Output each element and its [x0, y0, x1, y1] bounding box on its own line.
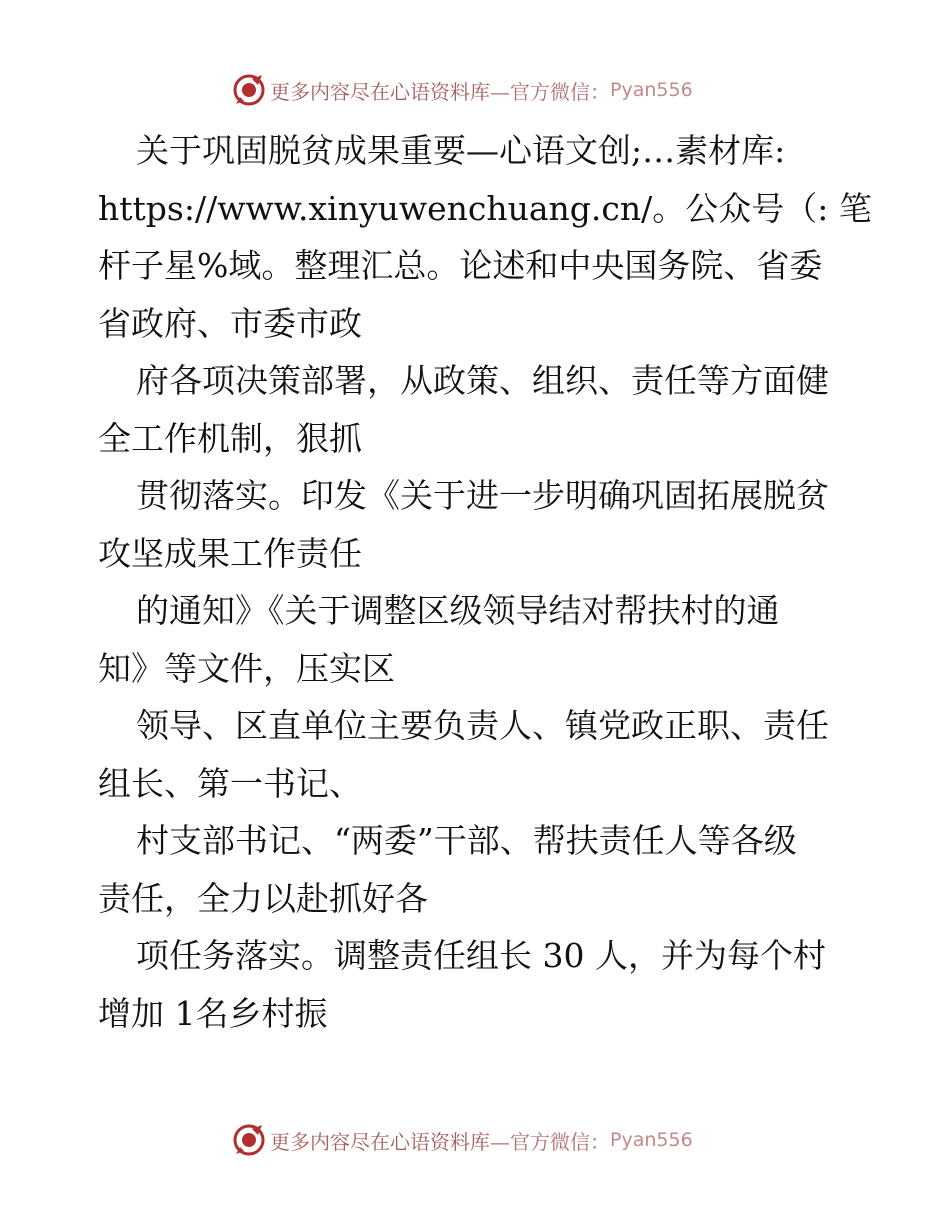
banner-text-id: Pyan556: [610, 79, 693, 101]
text-line: 增加 1名乡村振: [98, 993, 328, 1033]
text-line: https://www.xinyuwenchuang.cn/。公众号（: 笔: [98, 188, 872, 228]
text-line: 府各项决策部署，从政策、组织、责任等方面健: [136, 361, 829, 400]
footer-banner: [232, 1120, 693, 1160]
text-line: 关于巩固脱贫成果重要—心语文创;…素材库:: [136, 131, 786, 170]
text-line: 全工作机制，狠抓: [98, 418, 362, 458]
text-line: 省政府、市委市政: [98, 303, 362, 343]
text-line: 组长、第一书记、: [98, 763, 362, 803]
text-line: 杆子星%域。整理汇总。论述和中央国务院、省委: [98, 246, 823, 285]
xinyu-logo-icon: [232, 73, 266, 107]
banner-text-main: 更多内容尽在心语资料库: [270, 79, 490, 104]
banner-text-wechat: —官方微信：: [490, 79, 610, 104]
text-line: 领导、区直单位主要负责人、镇党政正职、责任: [136, 706, 829, 745]
text-line: 知》等文件，压实区: [98, 648, 395, 688]
xinyu-logo-icon: [232, 1123, 266, 1157]
text-line: 的通知》《关于调整区级领导结对帮扶村的通: [136, 591, 780, 630]
text-line: 责任，全力以赴抓好各: [98, 878, 428, 918]
text-line: 攻坚成果工作责任: [98, 533, 362, 573]
header-banner: [232, 70, 693, 110]
text-line: 村支部书记、“两委”干部、帮扶责任人等各级: [136, 821, 797, 860]
banner-text-main: 更多内容尽在心语资料库: [270, 1129, 490, 1154]
text-line: 贯彻落实。印发《关于进一步明确巩固拓展脱贫: [136, 476, 829, 515]
banner-text-id: Pyan556: [610, 1129, 693, 1151]
banner-text-wechat: —官方微信：: [490, 1129, 610, 1154]
body-text: [98, 122, 872, 1042]
text-line: 项任务落实。调整责任组长 30 人，并为每个村: [136, 936, 826, 975]
